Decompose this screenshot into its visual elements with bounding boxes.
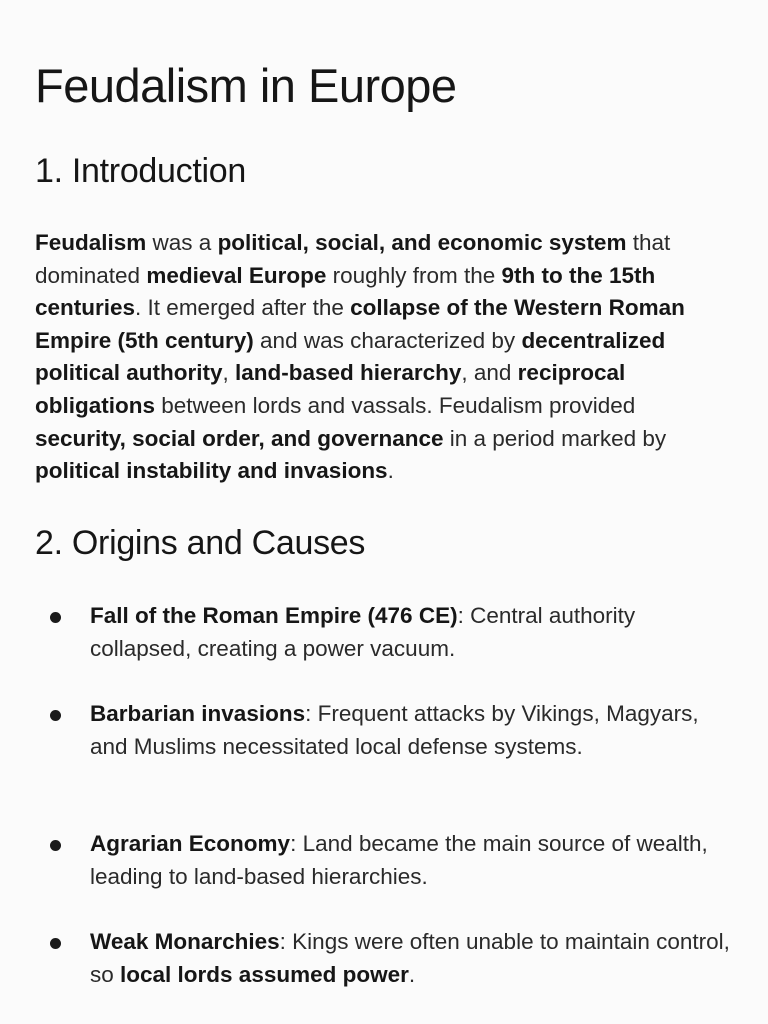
text-run: in a period marked by bbox=[443, 425, 667, 451]
emphasized-text: collapse of the Western Roman Empire (5th century) bbox=[35, 295, 685, 353]
emphasized-text: decentralized political authority bbox=[35, 327, 666, 386]
bullet-icon bbox=[50, 710, 61, 721]
page-title: Feudalism in Europe bbox=[35, 59, 457, 112]
text-run: : Central authority collapsed, creating a power vacuum. bbox=[90, 603, 636, 661]
section-heading-introduction: 1. Introduction bbox=[35, 152, 246, 190]
text-run: roughly from the bbox=[326, 262, 502, 288]
text-run: : Kings were often unable to maintain control, so bbox=[90, 929, 730, 987]
section-heading-origins: 2. Origins and Causes bbox=[35, 524, 366, 562]
text-run: between lords and vassals. Feudalism provided bbox=[155, 392, 636, 418]
text-run: was a bbox=[146, 230, 218, 255]
emphasized-text: local lords assumed power bbox=[120, 961, 409, 987]
introduction-paragraph bbox=[35, 227, 725, 488]
emphasized-text: reciprocal obligations bbox=[35, 360, 626, 418]
bullet-icon bbox=[50, 612, 61, 623]
list-item-text bbox=[90, 698, 730, 763]
text-run: , and bbox=[461, 360, 518, 386]
emphasized-text: political instability and invasions bbox=[35, 458, 388, 484]
list-item-text bbox=[90, 828, 730, 893]
text-run: , bbox=[222, 360, 236, 386]
text-run: : Land became the main source of wealth, leading to land-based hierarchies. bbox=[90, 831, 708, 889]
emphasized-text: land-based hierarchy bbox=[235, 360, 462, 386]
emphasized-text: Weak Monarchies bbox=[90, 929, 280, 954]
emphasized-text: 9th to the 15th centuries bbox=[35, 262, 656, 321]
emphasized-text: security, social order, and governance bbox=[35, 425, 444, 451]
emphasized-text: medieval Europe bbox=[146, 262, 327, 288]
text-run: and was characterized by bbox=[253, 327, 522, 353]
text-run: that dominated bbox=[35, 230, 671, 288]
emphasized-text: Agrarian Economy bbox=[90, 831, 291, 856]
text-run: : Frequent attacks by Vikings, Magyars, and Muslims necessitated local defense systems. bbox=[90, 701, 699, 759]
text-run: . bbox=[387, 458, 394, 484]
emphasized-text: Feudalism bbox=[35, 230, 147, 255]
list-item-text bbox=[90, 926, 730, 991]
emphasized-text: Fall of the Roman Empire (476 CE) bbox=[90, 603, 458, 628]
emphasized-text: Barbarian invasions bbox=[90, 701, 306, 726]
list-item-text bbox=[90, 600, 730, 665]
text-run: . bbox=[408, 961, 416, 987]
bullet-icon bbox=[50, 840, 61, 851]
emphasized-text: political, social, and economic system bbox=[217, 230, 627, 255]
text-run: . It emerged after the bbox=[135, 295, 351, 321]
bullet-icon bbox=[50, 938, 61, 949]
